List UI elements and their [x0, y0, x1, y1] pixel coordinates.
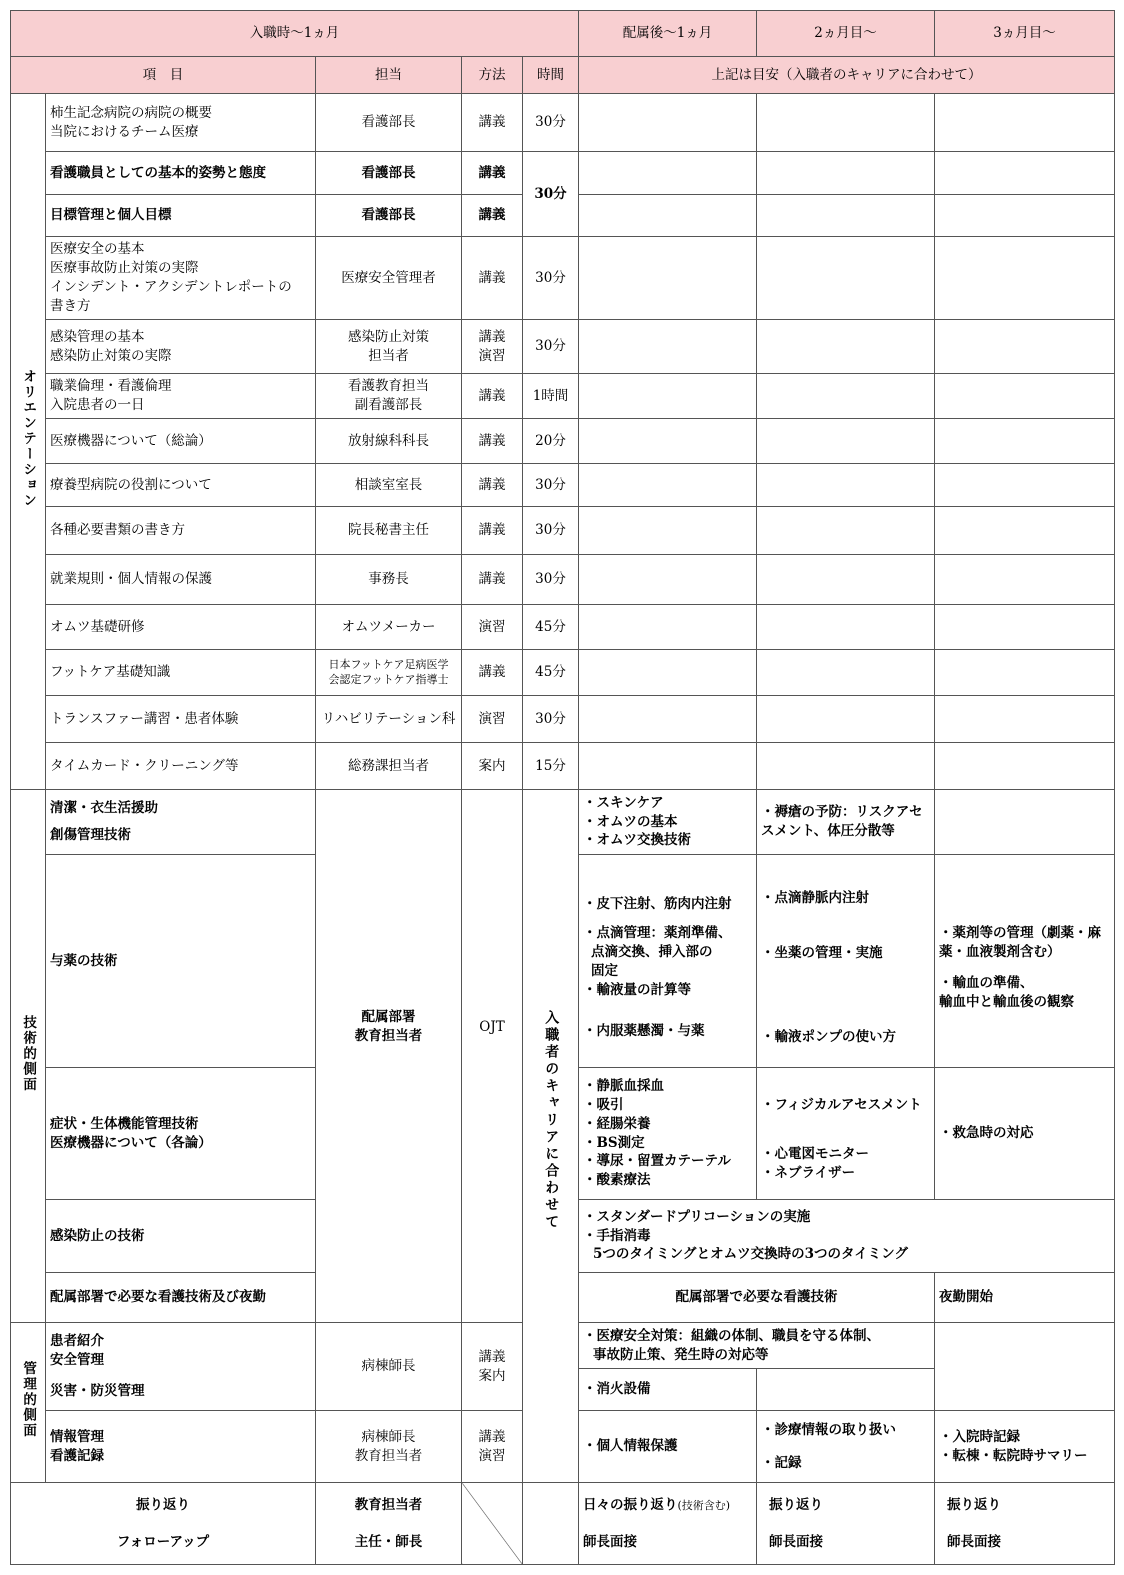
item-cell: トランスファー講習・患者体験	[46, 696, 316, 743]
method-cell: 演習	[462, 696, 523, 743]
time-cell: 30分	[523, 507, 579, 555]
item-cell: 清潔・衣生活援助 創傷管理技術	[46, 790, 316, 855]
method-cell: 演習	[462, 605, 523, 650]
method-cell: 講義	[462, 195, 523, 237]
item-cell: 就業規則・個人情報の保護	[46, 555, 316, 605]
time-cell: 30分	[523, 320, 579, 374]
content-cell: ・点滴静脈内注射 ・坐薬の管理・実施 ・輸液ポンプの使い方	[757, 855, 935, 1068]
staff-cell: 医療安全管理者	[316, 237, 462, 320]
diagonal-empty-cell	[462, 1483, 523, 1565]
content-cell: ・医療安全対策：組織の体制、職員を守る体制、 事故防止策、発生時の対応等	[579, 1323, 935, 1369]
staff-cell: 看護部長	[316, 152, 462, 195]
time-cell: 30分	[523, 237, 579, 320]
table-row	[11, 237, 1115, 320]
category-technical: 技術的側面	[11, 790, 46, 1323]
item-cell: 配属部署で必要な看護技術及び夜勤	[46, 1273, 316, 1323]
training-schedule-table	[10, 10, 1115, 1565]
content-cell: 配属部署で必要な看護技術	[579, 1273, 935, 1323]
table-row	[11, 650, 1115, 696]
table-row	[11, 152, 1115, 195]
content-cell: ・褥瘡の予防：リスクアセ スメント、体圧分散等	[757, 790, 935, 855]
header-row-periods	[11, 11, 1115, 57]
time-cell: 45分	[523, 650, 579, 696]
content-cell: 日々の振り返り(技術含む) 師長面接	[579, 1483, 757, 1565]
header-note: 上記は目安（入職者のキャリアに合わせて）	[579, 57, 1115, 94]
method-cell: 講義	[462, 237, 523, 320]
content-cell: ・皮下注射、筋肉内注射 ・点滴管理：薬剤準備、 点滴交換、挿入部の 固定 ・輸液量の計算等 ・内服薬懸濁・与薬	[579, 855, 757, 1068]
time-cell: 20分	[523, 419, 579, 464]
table-row	[11, 743, 1115, 790]
time-cell: 30分	[523, 464, 579, 507]
method-cell: 講義	[462, 374, 523, 419]
staff-cell: 総務課担当者	[316, 743, 462, 790]
column-staff: 担当	[316, 57, 462, 94]
column-item: 項 目	[11, 57, 316, 94]
method-cell: 講義	[462, 419, 523, 464]
item-cell: 医療安全の基本 医療事故防止対策の実際 インシデント・アクシデントレポートの 書き方	[46, 237, 316, 320]
item-cell: 柿生記念病院の病院の概要 当院におけるチーム医療	[46, 94, 316, 152]
content-cell: 夜勤開始	[935, 1273, 1115, 1323]
item-cell: 感染防止の技術	[46, 1200, 316, 1273]
time-cell: 30分	[523, 152, 579, 237]
category-orientation: オリエンテーション	[11, 94, 46, 790]
method-cell: 講義	[462, 507, 523, 555]
table-row	[11, 419, 1115, 464]
content-cell: ・入院時記録 ・転棟・転院時サマリー	[935, 1411, 1115, 1483]
staff-cell: 感染防止対策 担当者	[316, 320, 462, 374]
staff-cell: 病棟師長	[316, 1323, 462, 1411]
table-row	[11, 507, 1115, 555]
content-cell: ・静脈血採血 ・吸引 ・経腸栄養 ・BS測定 ・導尿・留置カテーテル ・酸素療法	[579, 1068, 757, 1200]
time-cell: 30分	[523, 94, 579, 152]
content-cell: ・診療情報の取り扱い ・記録	[757, 1411, 935, 1483]
staff-cell: 院長秘書主任	[316, 507, 462, 555]
content-cell: ・スタンダードプリコーションの実施 ・手指消毒 5つのタイミングとオムツ交換時の3つのタイミング	[579, 1200, 1115, 1273]
table-row	[11, 94, 1115, 152]
time-cell: 入職者のキャリアに合わせて	[523, 790, 579, 1483]
period-first-month: 入職時～1ヵ月	[11, 11, 579, 57]
method-cell: 講義 演習	[462, 320, 523, 374]
content-cell: 振り返り 師長面接	[935, 1483, 1115, 1565]
table-row	[11, 790, 1115, 855]
staff-cell: リハビリテーション科	[316, 696, 462, 743]
method-cell: 講義	[462, 94, 523, 152]
item-cell: 療養型病院の役割について	[46, 464, 316, 507]
staff-cell: 放射線科科長	[316, 419, 462, 464]
table-row	[11, 696, 1115, 743]
item-cell: 症状・生体機能管理技術 医療機器について（各論）	[46, 1068, 316, 1200]
staff-cell: 看護教育担当 副看護部長	[316, 374, 462, 419]
time-cell: 30分	[523, 555, 579, 605]
method-cell: 講義 案内	[462, 1323, 523, 1411]
content-cell: 振り返り 師長面接	[757, 1483, 935, 1565]
item-cell: 目標管理と個人目標	[46, 195, 316, 237]
method-cell: 講義	[462, 464, 523, 507]
content-cell: ・個人情報保護	[579, 1411, 757, 1483]
staff-cell: 病棟師長 教育担当者	[316, 1411, 462, 1483]
period-after-assignment: 配属後～1ヵ月	[579, 11, 757, 57]
category-management: 管理的側面	[11, 1323, 46, 1483]
method-cell: 案内	[462, 743, 523, 790]
content-cell: ・スキンケア ・オムツの基本 ・オムツ交換技術	[579, 790, 757, 855]
period-third-month: 3ヵ月目～	[935, 11, 1115, 57]
table-row	[11, 464, 1115, 507]
item-cell: 患者紹介 安全管理 災害・防災管理	[46, 1323, 316, 1411]
column-method: 方法	[462, 57, 523, 94]
table-row	[11, 555, 1115, 605]
item-cell: 各種必要書類の書き方	[46, 507, 316, 555]
item-cell: 情報管理 看護記録	[46, 1411, 316, 1483]
item-cell: 医療機器について（総論）	[46, 419, 316, 464]
item-cell: 与薬の技術	[46, 855, 316, 1068]
table-row	[11, 320, 1115, 374]
table-row	[11, 1483, 1115, 1565]
staff-cell: 事務長	[316, 555, 462, 605]
content-cell: ・薬剤等の管理（劇薬・麻 薬・血液製剤含む） ・輸血の準備、 輸血中と輸血後の観察	[935, 855, 1115, 1068]
table-row	[11, 374, 1115, 419]
method-cell: 講義	[462, 152, 523, 195]
method-cell: 講義 演習	[462, 1411, 523, 1483]
table-row	[11, 605, 1115, 650]
staff-cell: 教育担当者 主任・師長	[316, 1483, 462, 1565]
time-cell: 1時間	[523, 374, 579, 419]
method-cell: 講義	[462, 650, 523, 696]
review-label-cell: 振り返り フォローアップ	[11, 1483, 316, 1565]
item-cell: フットケア基礎知識	[46, 650, 316, 696]
time-cell: 15分	[523, 743, 579, 790]
item-cell: タイムカード・クリーニング等	[46, 743, 316, 790]
staff-cell: 配属部署 教育担当者	[316, 790, 462, 1323]
column-time: 時間	[523, 57, 579, 94]
item-cell: 感染管理の基本 感染防止対策の実際	[46, 320, 316, 374]
period-second-month: 2ヵ月目～	[757, 11, 935, 57]
time-cell: 45分	[523, 605, 579, 650]
staff-cell: 看護部長	[316, 195, 462, 237]
staff-cell: 看護部長	[316, 94, 462, 152]
header-row-columns	[11, 57, 1115, 94]
content-cell: ・消火設備	[579, 1369, 757, 1411]
staff-cell: オムツメーカー	[316, 605, 462, 650]
method-cell: 講義	[462, 555, 523, 605]
item-cell: 看護職員としての基本的姿勢と態度	[46, 152, 316, 195]
time-cell: 30分	[523, 696, 579, 743]
method-cell: OJT	[462, 790, 523, 1323]
item-cell: オムツ基礎研修	[46, 605, 316, 650]
content-cell: ・フィジカルアセスメント ・心電図モニター ・ネブライザー	[757, 1068, 935, 1200]
staff-cell: 相談室室長	[316, 464, 462, 507]
item-cell: 職業倫理・看護倫理 入院患者の一日	[46, 374, 316, 419]
staff-cell: 日本フットケア足病医学 会認定フットケア指導士	[316, 650, 462, 696]
content-cell: ・救急時の対応	[935, 1068, 1115, 1200]
